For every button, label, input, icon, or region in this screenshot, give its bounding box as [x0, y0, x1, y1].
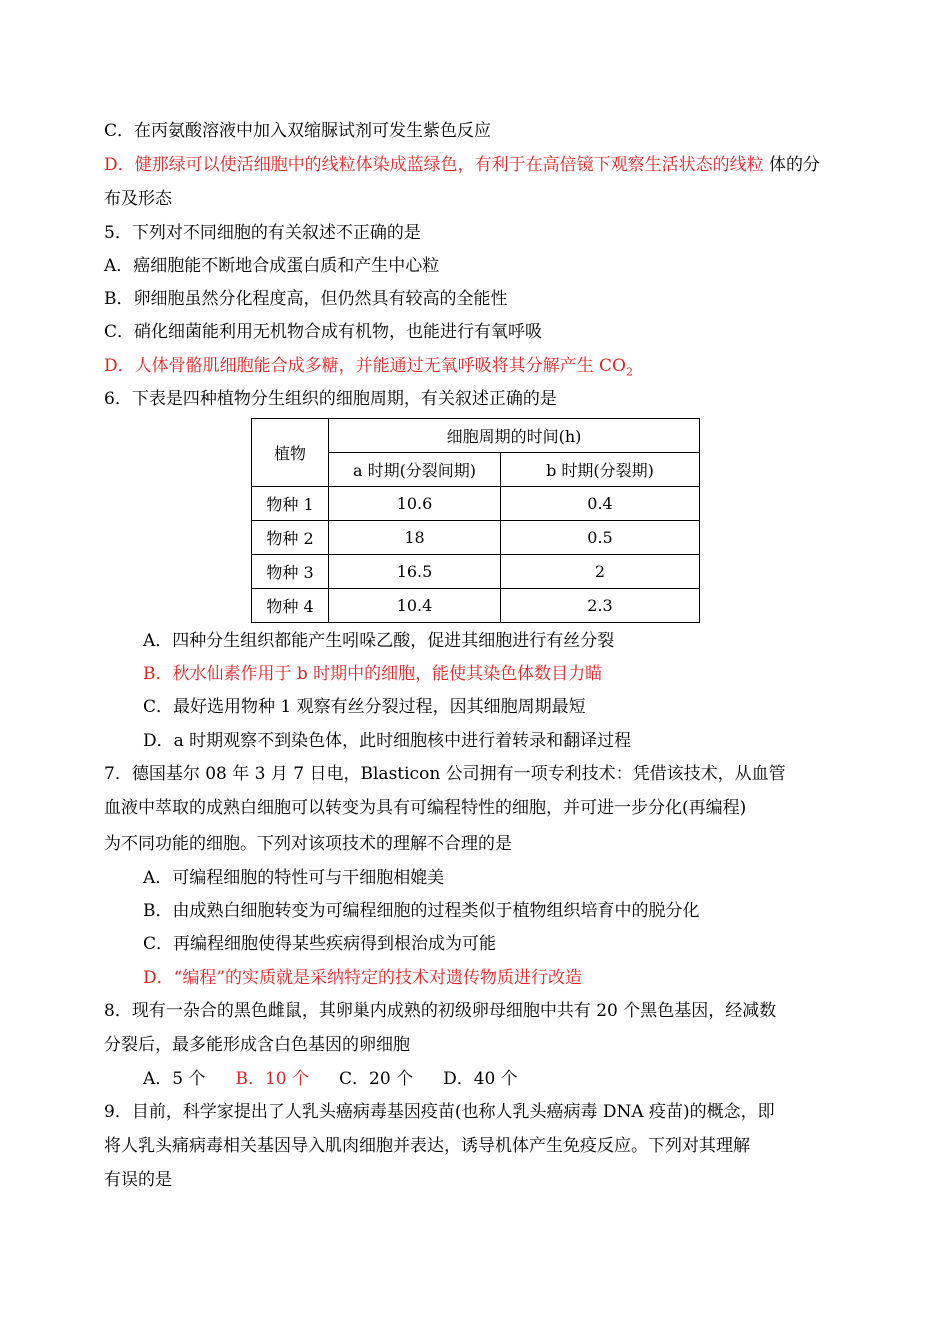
q7-stem-line2: 血液中萃取的成熟白细胞可以转变为具有可编程特性的细胞，并可进一步分化(再编程)	[104, 798, 747, 818]
row-b-value: 2	[501, 555, 700, 589]
row-species: 物种 1	[252, 487, 329, 521]
header-a-phase: a 时期(分裂间期)	[329, 453, 501, 487]
q5-stem: 5．下列对不同细胞的有关叙述不正确的是	[104, 223, 421, 243]
cell-cycle-table	[251, 418, 700, 623]
q6-option-a: A．四种分生组织都能产生吲哚乙酸，促进其细胞进行有丝分裂	[143, 631, 615, 651]
q5-option-d	[104, 355, 849, 383]
q4-option-d-answer: D．健那绿可以使活细胞中的线粒体染成蓝绿色，有利于在高倍镜下观察生活状态的线粒	[104, 155, 764, 175]
q4-option-d-tail: 体的分	[763, 155, 821, 175]
row-species: 物种 4	[252, 589, 329, 623]
q8-option-a: A．5 个	[143, 1069, 206, 1089]
q9-stem-line1: 9．目前，科学家提出了人乳头癌病毒基因疫苗(也称人乳头癌病毒 DNA 疫苗)的概念，即	[104, 1102, 775, 1122]
row-species: 物种 2	[252, 521, 329, 555]
q4-option-d	[104, 154, 849, 176]
q7-stem-line3: 为不同功能的细胞。下列对该项技术的理解不合理的是	[104, 834, 512, 854]
table-row	[252, 589, 700, 623]
q7-option-b: B．由成熟白细胞转变为可编程细胞的过程类似于植物组织培育中的脱分化	[143, 901, 700, 921]
q7-option-d: D．“编程”的实质就是采纳特定的技术对遗传物质进行改造	[143, 968, 583, 988]
row-b-value: 0.4	[501, 487, 700, 521]
q4-option-d-cont: 布及形态	[104, 189, 172, 209]
row-a-value: 10.6	[329, 487, 501, 521]
table-row	[252, 487, 700, 521]
row-a-value: 16.5	[329, 555, 501, 589]
q5-option-a: A．癌细胞能不断地合成蛋白质和产生中心粒	[104, 256, 440, 276]
header-b-phase: b 时期(分裂期)	[501, 453, 700, 487]
q4-option-c: C．在丙氨酸溶液中加入双缩脲试剂可发生紫色反应	[104, 121, 492, 141]
row-a-value: 18	[329, 521, 501, 555]
q8-stem-line2: 分裂后，最多能形成含白色基因的卵细胞	[104, 1035, 410, 1055]
q8-option-d: D．40 个	[443, 1069, 518, 1089]
q5-option-c: C．硝化细菌能利用无机物合成有机物，也能进行有氧呼吸	[104, 322, 543, 342]
q6-option-d: D．a 时期观察不到染色体，此时细胞核中进行着转录和翻译过程	[143, 731, 632, 751]
q9-stem-line2: 将人乳头痛病毒相关基因导入肌肉细胞并表达，诱导机体产生免疫反应。下列对其理解	[104, 1136, 750, 1156]
q6-stem: 6．下表是四种植物分生组织的细胞周期，有关叙述正确的是	[104, 389, 557, 409]
q5-option-d-text: D．人体骨骼肌细胞能合成多糖，并能通过无氧呼吸将其分解产生 CO	[104, 356, 626, 376]
q8-stem-line1: 8．现有一杂合的黑色雌鼠，其卵巢内成熟的初级卵母细胞中共有 20 个黑色基因，经减数	[104, 1001, 777, 1021]
q6-option-b: B．秋水仙素作用于 b 时期中的细胞，能使其染色体数目力瞄	[143, 664, 603, 684]
q7-option-c: C．再编程细胞使得某些疾病得到根治成为可能	[143, 934, 497, 954]
q8-options	[143, 1068, 888, 1090]
row-b-value: 2.3	[501, 589, 700, 623]
q7-option-a: A．可编程细胞的特性可与干细胞相媲美	[143, 868, 445, 888]
table-row	[252, 521, 700, 555]
q7-stem-line1: 7．德国基尔 08 年 3 月 7 日电，Blasticon 公司拥有一项专利技术：凭借该技术，从血管	[104, 764, 786, 784]
header-plant: 植物	[252, 419, 329, 487]
table-row	[252, 555, 700, 589]
q5-option-b: B．卵细胞虽然分化程度高，但仍然具有较高的全能性	[104, 289, 508, 309]
q8-option-c: C．20 个	[339, 1069, 414, 1089]
row-a-value: 10.4	[329, 589, 501, 623]
row-b-value: 0.5	[501, 521, 700, 555]
q9-stem-line3: 有误的是	[104, 1170, 172, 1190]
row-species: 物种 3	[252, 555, 329, 589]
q8-option-b: B．10 个	[235, 1069, 310, 1089]
q6-option-c: C．最好选用物种 1 观察有丝分裂过程，因其细胞周期最短	[143, 697, 586, 717]
q5-option-d-subscript: 2	[625, 365, 633, 379]
header-cycle-time: 细胞周期的时间(h)	[329, 419, 700, 453]
